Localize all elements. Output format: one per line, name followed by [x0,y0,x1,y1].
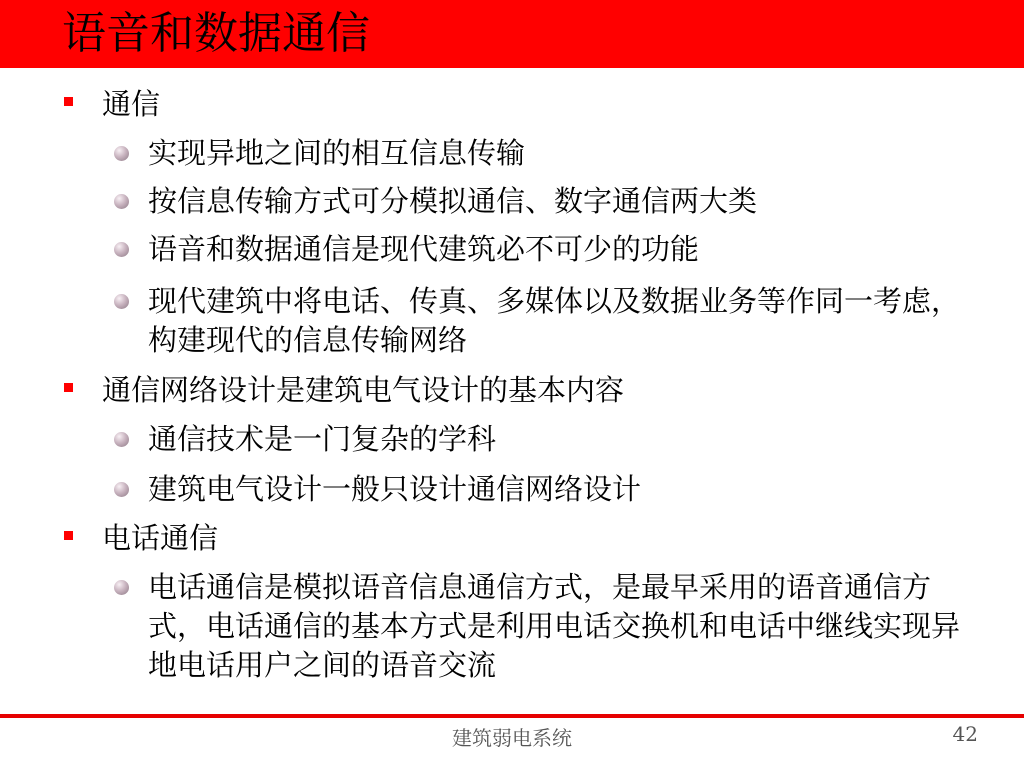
bullet-item [102,520,218,556]
page-number: 42 [952,722,978,746]
sub-bullet-text: 实现异地之间的相互信息传输 [148,136,526,170]
square-bullet-icon [64,383,73,392]
sub-bullet-text: 电话通信是模拟语音信息通信方式，是最早采用的语音通信方式，电话通信的基本方式是利用电话交换机和电话中继线实现异地电话用户之间的语音交流 [148,570,961,682]
square-bullet-icon [64,531,73,540]
sphere-bullet-icon [114,194,129,209]
sub-bullet-item [148,568,978,685]
bullet-item [102,86,160,122]
sphere-bullet-icon [114,242,129,257]
sub-bullet-text: 语音和数据通信是现代建筑必不可少的功能 [148,232,700,266]
bullet-text: 通信 [102,87,161,121]
bullet-item [102,372,624,408]
sub-bullet-item [148,182,978,221]
sub-bullet-text: 建筑电气设计一般只设计通信网络设计 [148,472,642,506]
bullet-text: 通信网络设计是建筑电气设计的基本内容 [102,373,625,407]
sub-bullet-item [148,282,978,360]
square-bullet-icon [64,97,73,106]
sub-bullet-item [148,134,978,173]
footer-divider [0,714,1024,718]
sphere-bullet-icon [114,146,129,161]
slide-title: 语音和数据通信 [62,8,370,59]
sphere-bullet-icon [114,432,129,447]
footer-title: 建筑弱电系统 [452,726,572,750]
sub-bullet-text: 按信息传输方式可分模拟通信、数字通信两大类 [148,184,758,218]
sub-bullet-text: 通信技术是一门复杂的学科 [148,422,497,456]
sphere-bullet-icon [114,580,129,595]
title-bar [0,0,1024,68]
sub-bullet-item [148,420,978,459]
sub-bullet-item [148,230,978,269]
sub-bullet-text: 现代建筑中将电话、传真、多媒体以及数据业务等作同一考虑，构建现代的信息传输网络 [148,284,961,357]
sphere-bullet-icon [114,482,129,497]
bullet-text: 电话通信 [102,521,219,555]
sub-bullet-item [148,470,978,509]
sphere-bullet-icon [114,294,129,309]
